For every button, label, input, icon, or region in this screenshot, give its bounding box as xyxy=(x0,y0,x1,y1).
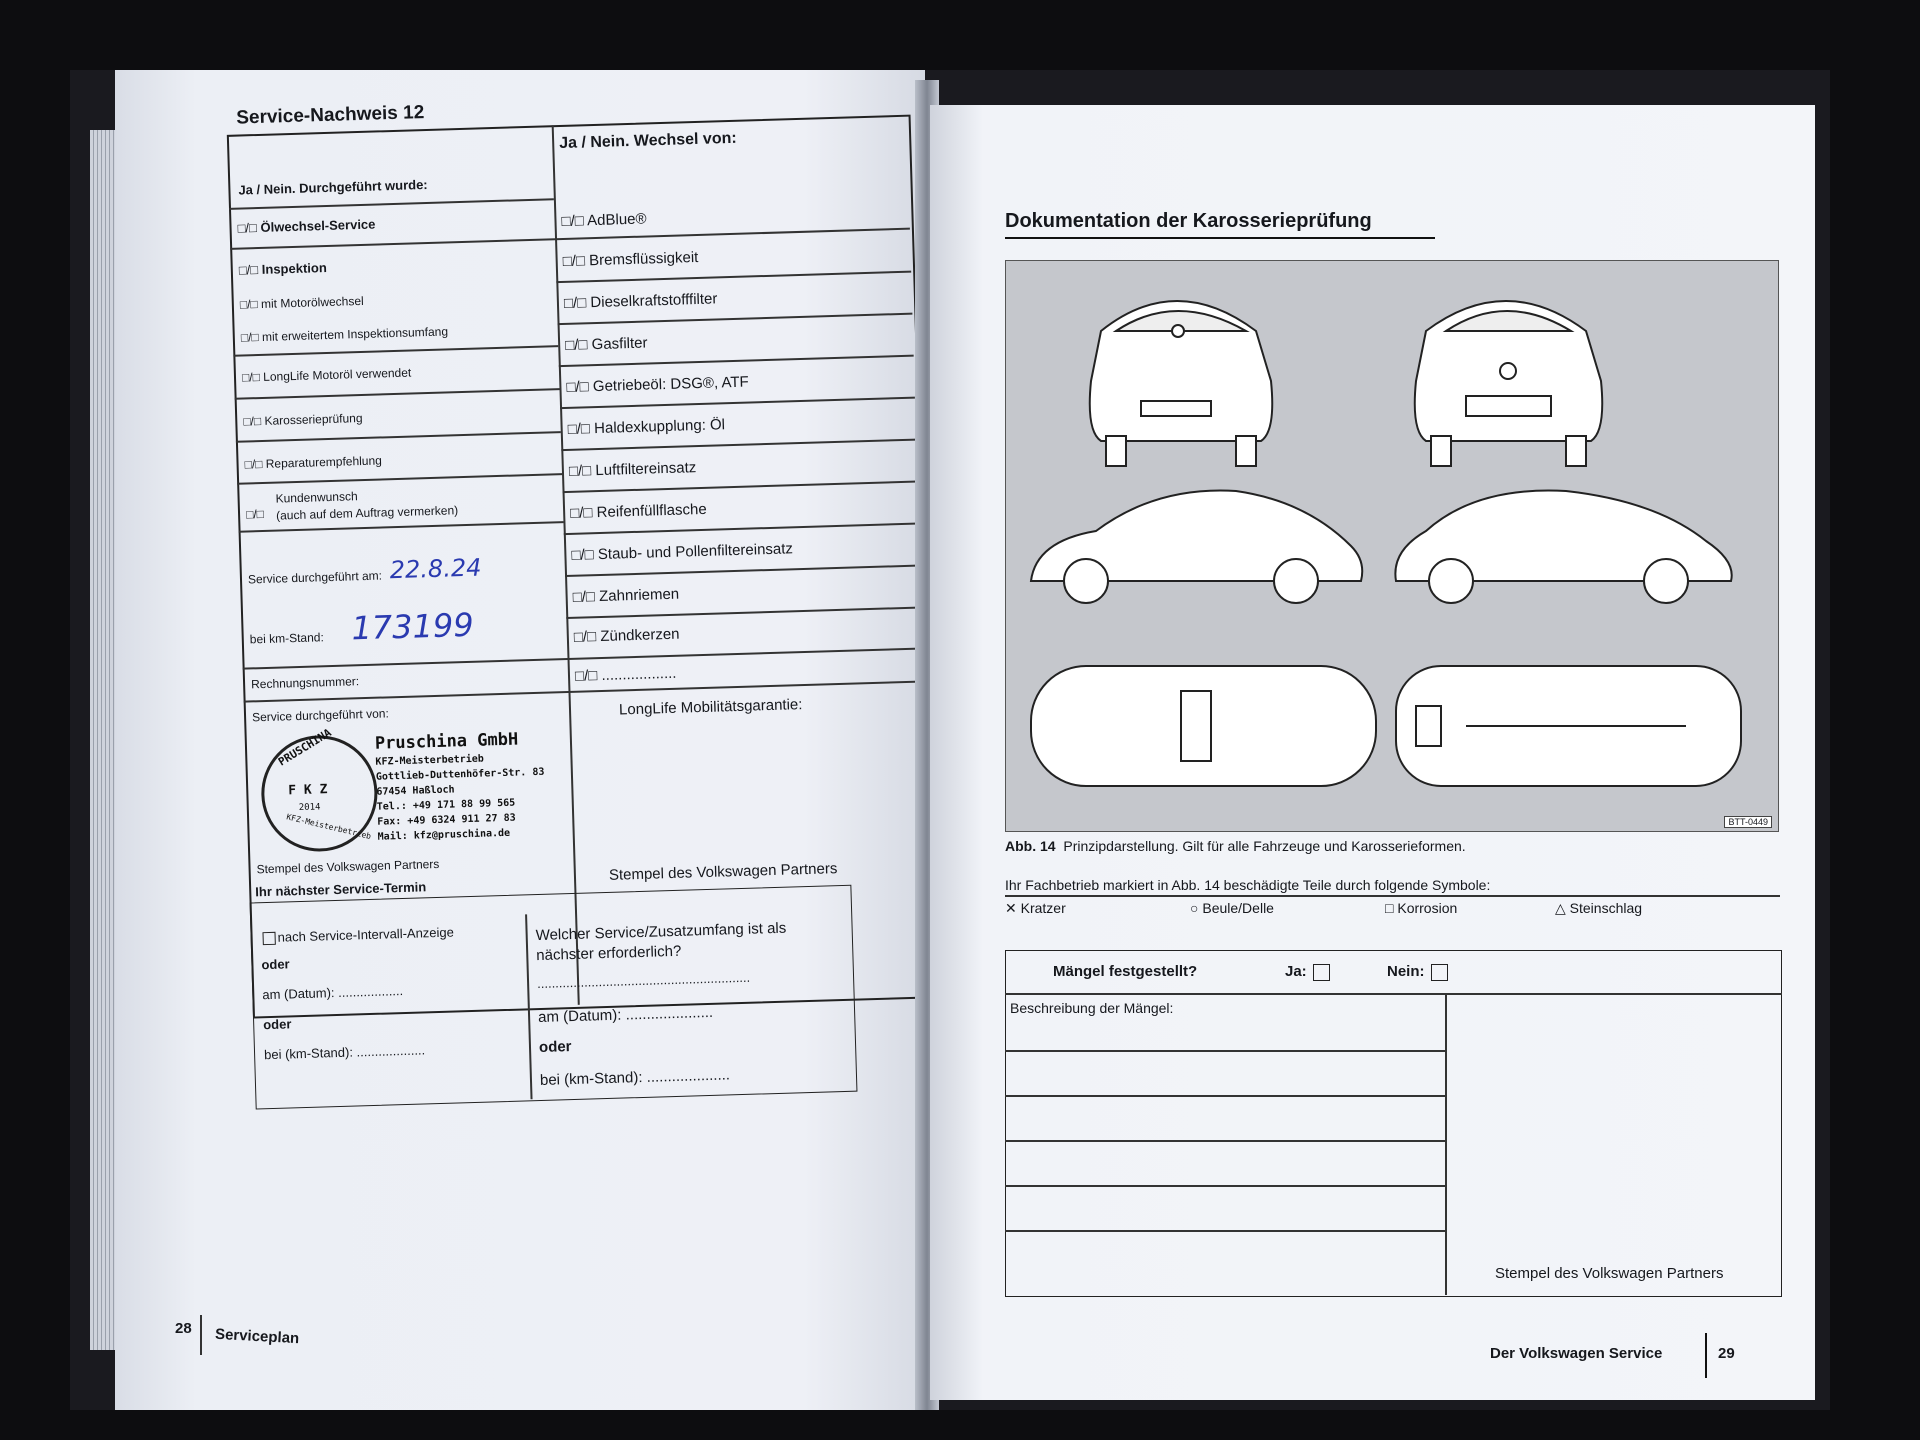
car-side-view-left xyxy=(1031,491,1362,604)
checkbox-gear-oil[interactable]: □/□ Getriebeöl: DSG®, ATF xyxy=(566,373,749,396)
right-section: Der Volkswagen Service xyxy=(1490,1345,1663,1362)
right-page xyxy=(930,105,1815,1400)
right-page-number: 29 xyxy=(1718,1345,1735,1362)
checkbox-extended-inspection[interactable]: □/□ mit erweitertem Inspektionsumfang xyxy=(240,324,449,345)
stamp-line2: Gottlieb-Duttenhöfer-Str. 83 xyxy=(375,766,545,783)
km-label: bei km-Stand: xyxy=(249,630,325,647)
symbol-dent: ○ Beule/Delle xyxy=(1190,900,1274,916)
next-km-right[interactable]: bei (km-Stand): .................... xyxy=(539,1066,731,1090)
next-or-1: oder xyxy=(261,956,290,973)
symbols-line xyxy=(1005,895,1780,897)
stamp-line1: KFZ-Meisterbetrieb xyxy=(375,753,484,768)
checkbox-brake-fluid[interactable]: □/□ Bremsflüssigkeit xyxy=(562,248,699,270)
description-line-2[interactable] xyxy=(1005,1095,1445,1097)
figure-caption: Abb. 14 Prinzipdarstellung. Gilt für alle Fahrzeuge und Karosserieformen. xyxy=(1005,838,1466,854)
checkbox-air-filter[interactable]: □/□ Luftfiltereinsatz xyxy=(568,459,697,480)
next-interval[interactable]: nach Service-Intervall-Anzeige xyxy=(260,925,454,946)
car-rear-view xyxy=(1090,301,1273,466)
checkbox-longlife-oil[interactable]: □/□ LongLife Motoröl verwendet xyxy=(241,365,412,385)
stamp-center: F K Z xyxy=(288,782,328,799)
car-top-view xyxy=(1031,666,1376,786)
left-section: Serviceplan xyxy=(214,1325,300,1348)
car-diagram[interactable] xyxy=(1005,260,1779,832)
defects-yes[interactable]: Ja: xyxy=(1285,963,1332,981)
service-date-label: Service durchgeführt am: xyxy=(247,568,383,587)
stamp-company: Pruschina GmbH xyxy=(374,729,519,754)
service-record-form xyxy=(155,53,931,1314)
next-km-left[interactable]: bei (km-Stand): ................... xyxy=(263,1042,426,1063)
symbol-stone-chip: △ Steinschlag xyxy=(1555,900,1643,916)
checkbox-oil-service[interactable]: □/□ Ölwechsel-Service xyxy=(237,216,376,236)
body-inspection-form xyxy=(975,155,1785,1385)
checkbox-customer-request[interactable]: □/□ xyxy=(245,506,265,522)
stamp-line6: Mail: kfz@pruschina.de xyxy=(377,827,511,843)
checkbox-repair-recommendation[interactable]: □/□ Reparaturempfehlung xyxy=(244,453,383,472)
stamp-line5: Fax: +49 6324 911 27 83 xyxy=(377,812,516,828)
next-date-right[interactable]: am (Datum): ..................... xyxy=(537,1003,714,1027)
next-dots[interactable]: ........................................................... xyxy=(536,969,751,992)
checkbox-other[interactable]: □/□ .................. xyxy=(574,664,677,685)
description-line-5[interactable] xyxy=(1005,1230,1445,1232)
col2-header: Ja / Nein. Wechsel von: xyxy=(558,129,737,153)
next-date-left[interactable]: am (Datum): .................. xyxy=(262,983,404,1003)
km-value[interactable]: 173199 xyxy=(350,605,475,648)
left-page-number: 28 xyxy=(175,1320,192,1337)
checkbox-tire-inflator[interactable]: □/□ Reifenfüllflasche xyxy=(569,500,707,522)
checkbox-diesel-filter[interactable]: □/□ Dieselkraftstofffilter xyxy=(563,290,718,312)
description-line-4[interactable] xyxy=(1005,1185,1445,1187)
stamp-ring-top: PRUSCHINA xyxy=(276,726,334,769)
left-page xyxy=(115,70,925,1410)
right-footer-divider xyxy=(1705,1333,1707,1378)
right-title: Dokumentation der Karosserieprüfung xyxy=(1005,210,1372,232)
customer-request-note: (auch auf dem Auftrag vermerken) xyxy=(275,503,459,523)
description-label: Beschreibung der Mängel: xyxy=(1010,1000,1174,1016)
symbol-scratch: ✕ Kratzer xyxy=(1005,900,1066,916)
checkbox-adblue[interactable]: □/□ AdBlue® xyxy=(561,210,647,231)
col1-header: Ja / Nein. Durchgeführt wurde: xyxy=(238,176,428,198)
checkbox-gas-filter[interactable]: □/□ Gasfilter xyxy=(564,334,648,354)
table-divider xyxy=(1445,993,1447,1295)
next-question: Welcher Service/Zusatzumfang ist als nächster erforderlich? xyxy=(535,919,787,965)
stamp-label: Stempel des Volkswagen Partners xyxy=(1495,1265,1724,1282)
car-side-view-right xyxy=(1395,491,1731,604)
car-front-view xyxy=(1415,301,1603,466)
defects-no[interactable]: Nein: xyxy=(1387,963,1450,981)
figure-code: BTT-0449 xyxy=(1724,816,1772,828)
form-title: Service-Nachweis 12 xyxy=(236,102,425,129)
service-date-value[interactable]: 22.8.24 xyxy=(389,553,482,585)
stamp-vw-label-left: Stempel des Volkswagen Partners xyxy=(256,856,440,877)
symbol-corrosion: □ Korrosion xyxy=(1385,900,1458,916)
checkbox-inspection[interactable]: □/□ Inspektion xyxy=(238,259,327,278)
stamp-year: 2014 xyxy=(298,802,321,814)
defects-question: Mängel festgestellt? xyxy=(1053,963,1198,980)
checkbox-body-inspection[interactable]: □/□ Karosserieprüfung xyxy=(243,410,363,429)
performed-by-label: Service durchgeführt von: xyxy=(251,706,389,725)
checkbox-motor-oil[interactable]: □/□ mit Motorölwechsel xyxy=(239,293,364,312)
title-underline xyxy=(1005,237,1435,239)
footer-divider xyxy=(200,1315,202,1355)
stamp-ring-bottom: KFZ-Meisterbetrieb xyxy=(285,812,372,842)
mobility-label: LongLife Mobilitätsgarantie: xyxy=(618,696,803,719)
table-header-line xyxy=(1005,993,1782,995)
car-diagram-svg xyxy=(1006,261,1778,831)
checkbox-haldex[interactable]: □/□ Haldexkupplung: Öl xyxy=(567,416,726,438)
yes-checkbox[interactable] xyxy=(1313,964,1330,981)
stamp-line4: Tel.: +49 171 88 99 565 xyxy=(376,797,516,813)
car-underside-view xyxy=(1396,666,1741,786)
next-or-2: oder xyxy=(262,1016,292,1033)
invoice-label: Rechnungsnummer: xyxy=(250,674,360,692)
checkbox-pollen-filter[interactable]: □/□ Staub- und Pollenfiltereinsatz xyxy=(571,540,794,564)
next-or-right: oder xyxy=(538,1038,572,1057)
description-line-1[interactable] xyxy=(1005,1050,1445,1052)
next-service-header: Ihr nächster Service-Termin xyxy=(255,879,427,900)
description-line-3[interactable] xyxy=(1005,1140,1445,1142)
symbols-instruction: Ihr Fachbetrieb markiert in Abb. 14 beschädigte Teile durch folgende Symbole: xyxy=(1005,877,1491,893)
checkbox-timing-belt[interactable]: □/□ Zahnriemen xyxy=(572,585,680,606)
stamp-vw-label-right: Stempel des Volkswagen Partners xyxy=(608,860,838,884)
stamp-line3: 67454 Haßloch xyxy=(376,784,455,798)
customer-request-label: Kundenwunsch xyxy=(275,489,358,506)
no-checkbox[interactable] xyxy=(1431,964,1448,981)
checkbox-spark-plugs[interactable]: □/□ Zündkerzen xyxy=(573,625,680,646)
